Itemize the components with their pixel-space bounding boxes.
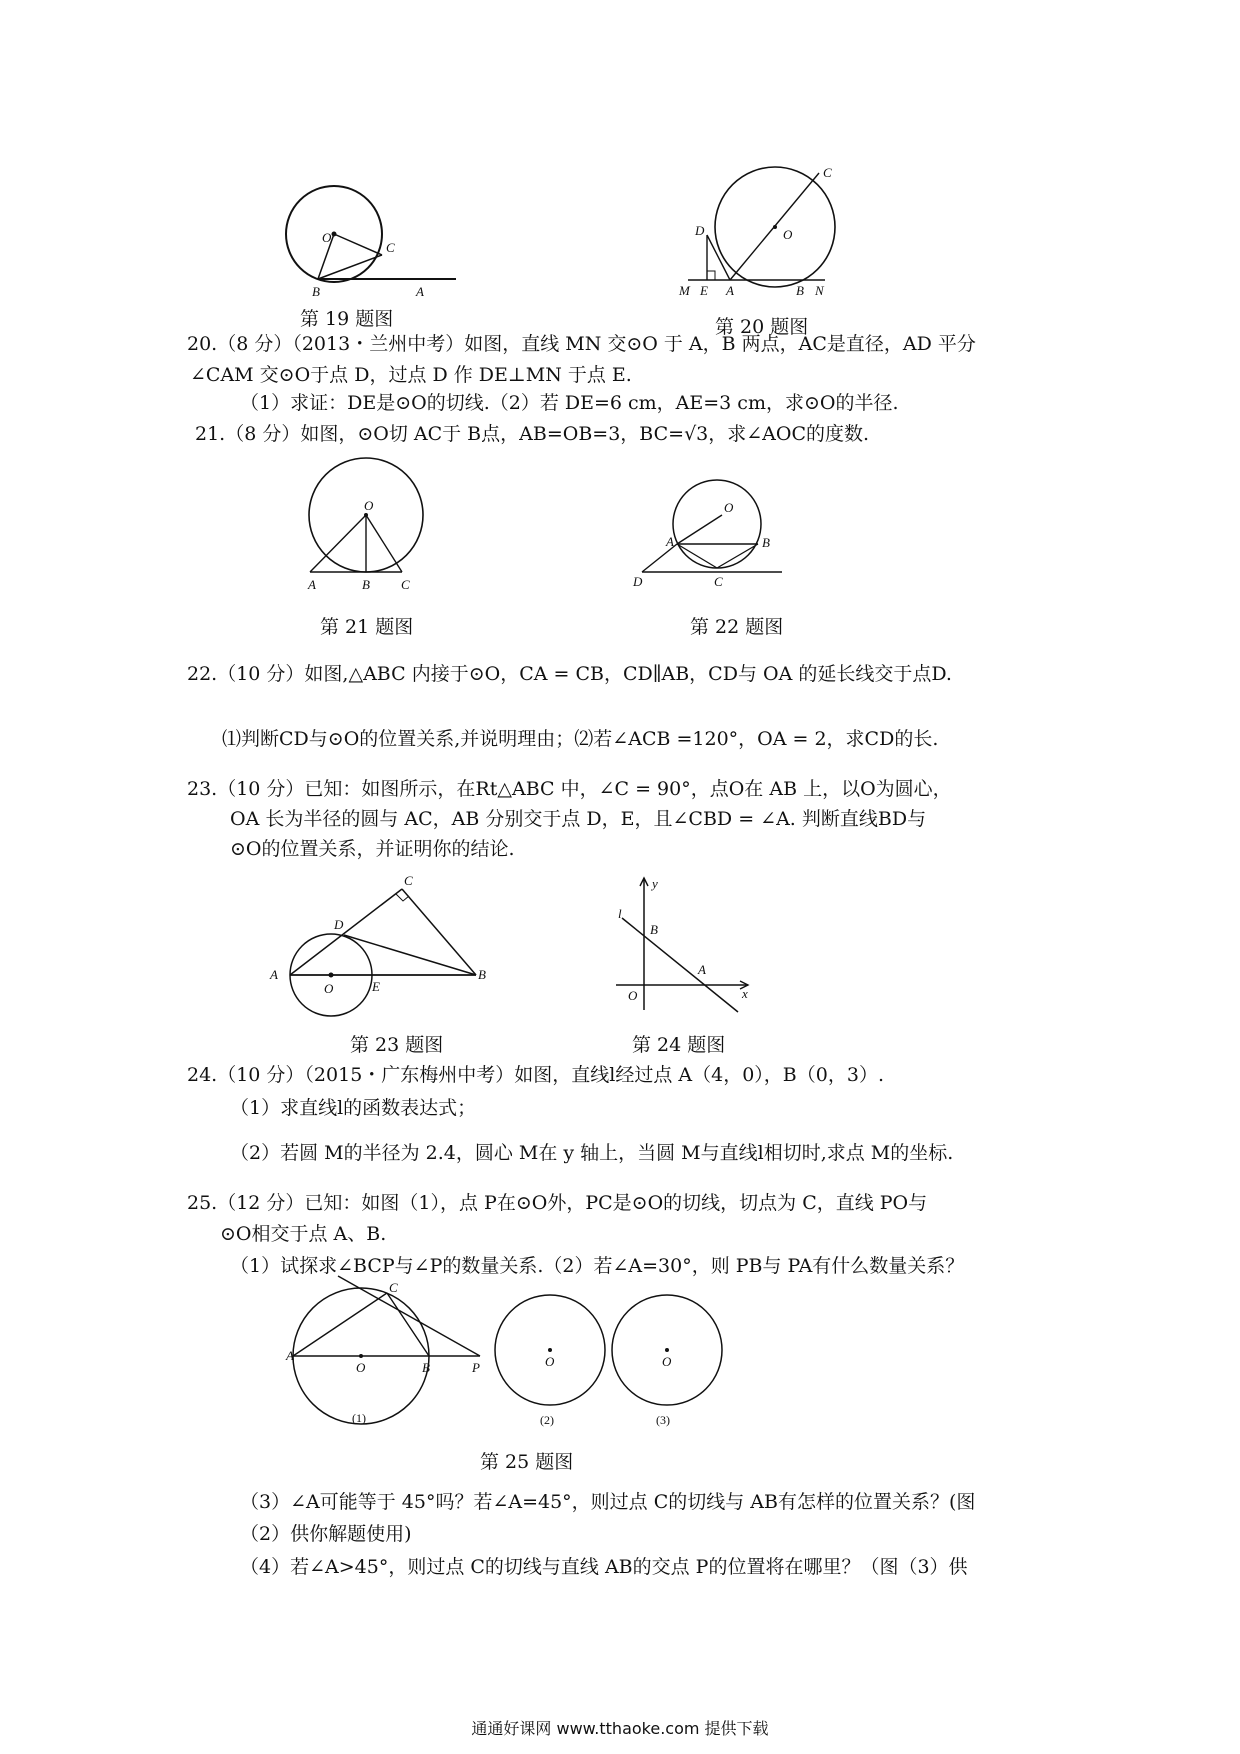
figure-24 xyxy=(608,872,758,1017)
fig19-label-a: A xyxy=(416,284,424,299)
fig25-label-a: A xyxy=(286,1348,294,1363)
caption-fig25: 第 25 题图 xyxy=(480,1451,574,1473)
q25-line4: （3）∠A可能等于 45°吗？若∠A=45°，则过点 C的切线与 AB有怎样的位置关系？(图 xyxy=(240,1491,976,1513)
q20-line2: ∠CAM 交⊙O于点 D，过点 D 作 DE⊥MN 于点 E. xyxy=(190,364,632,386)
fig21-label-c: C xyxy=(401,577,410,592)
fig19-label-c: C xyxy=(386,240,395,255)
fig24-label-l: l xyxy=(618,906,622,921)
fig24-label-a: A xyxy=(698,962,706,977)
caption-fig21: 第 21 题图 xyxy=(320,616,414,638)
figure-22 xyxy=(630,480,795,590)
fig23-label-d: D xyxy=(334,917,344,932)
q23-line3: ⊙O的位置关系，并证明你的结论. xyxy=(230,838,515,860)
fig20-label-c: C xyxy=(823,165,832,180)
fig21-label-a: A xyxy=(308,577,316,592)
fig23-label-e: E xyxy=(372,979,380,994)
caption-fig24: 第 24 题图 xyxy=(632,1034,726,1056)
fig25-label-b: B xyxy=(422,1360,430,1375)
fig22-label-d: D xyxy=(633,574,643,589)
fig25-sub-3: (3) xyxy=(656,1413,670,1427)
fig24-label-o: O xyxy=(628,988,638,1003)
fig22-label-a: A xyxy=(666,534,674,549)
fig24-label-y: y xyxy=(652,876,658,891)
figure-20 xyxy=(675,165,845,300)
fig23-label-a: A xyxy=(270,967,278,982)
caption-fig22: 第 22 题图 xyxy=(690,616,784,638)
fig20-label-a: A xyxy=(726,283,734,298)
fig20-label-n: N xyxy=(815,283,824,298)
figure-21 xyxy=(300,455,440,600)
fig25-label-c: C xyxy=(389,1280,398,1295)
fig20-label-b: B xyxy=(796,283,804,298)
q24-line2: （1）求直线l的函数表达式； xyxy=(230,1097,477,1119)
fig25-label-o1: O xyxy=(356,1360,366,1375)
fig22-label-c: C xyxy=(714,574,723,589)
fig22-label-o: O xyxy=(724,500,734,515)
fig24-label-b: B xyxy=(650,922,658,937)
q25-line1: 25.（12 分）已知：如图（1），点 P在⊙O外，PC是⊙O的切线，切点为 C，直线 PO与 xyxy=(187,1192,928,1214)
fig20-label-e: E xyxy=(700,283,708,298)
fig24-label-x: x xyxy=(742,986,748,1001)
caption-fig20: 第 20 题图 xyxy=(715,316,809,338)
fig25-label-p: P xyxy=(472,1360,480,1375)
fig23-label-b: B xyxy=(478,967,486,982)
figure-23 xyxy=(268,873,498,1023)
fig21-label-b: B xyxy=(362,577,370,592)
q20-line1: 20.（8 分）（2013・兰州中考）如图，直线 MN 交⊙O 于 A，B 两点，AC是直径，AD 平分 xyxy=(187,333,976,355)
q25-line3: （1）试探求∠BCP与∠P的数量关系.（2）若∠A=30°，则 PB与 PA有什么数量关系？ xyxy=(230,1255,965,1277)
fig23-label-o: O xyxy=(324,981,334,996)
q20-line3: （1）求证：DE是⊙O的切线.（2）若 DE=6 cm，AE=3 cm，求⊙O的半径. xyxy=(240,392,899,414)
fig21-label-o: O xyxy=(364,498,374,513)
q22-line2: ⑴判断CD与⊙O的位置关系,并说明理由；⑵若∠ACB =120°，OA = 2，求CD的长. xyxy=(222,728,939,750)
q25-line2: ⊙O相交于点 A、B. xyxy=(220,1223,387,1245)
fig19-label-b: B xyxy=(312,284,320,299)
q21-line1: 21.（8 分）如图，⊙O切 AC于 B点，AB=OB=3，BC=√3，求∠AOC的度数. xyxy=(195,423,870,445)
q24-line1: 24.（10 分）（2015・广东梅州中考）如图，直线l经过点 A（4，0），B（0，3）. xyxy=(187,1064,884,1086)
fig25-label-o2: O xyxy=(545,1354,555,1369)
q25-line6: （4）若∠A>45°，则过点 C的切线与直线 AB的交点 P的位置将在哪里？（图（3）供 xyxy=(240,1556,968,1578)
footer-credit: 通通好课网 www.tthaoke.com 提供下载 xyxy=(471,1719,769,1738)
fig19-label-o: O xyxy=(322,230,332,245)
fig20-label-m: M xyxy=(679,283,690,298)
q23-line1: 23.（10 分）已知：如图所示，在Rt△ABC 中，∠C = 90°，点O在 AB 上，以O为圆心， xyxy=(187,778,952,800)
fig23-label-c: C xyxy=(404,873,413,888)
q23-line2: OA 长为半径的圆与 AC，AB 分别交于点 D，E，且∠CBD = ∠A. 判断直线BD与 xyxy=(230,808,927,830)
fig20-label-d: D xyxy=(695,223,705,238)
q25-line5: （2）供你解题使用) xyxy=(240,1523,412,1545)
fig25-label-o3: O xyxy=(662,1354,672,1369)
fig22-label-b: B xyxy=(762,535,770,550)
figure-25 xyxy=(286,1280,740,1428)
caption-fig23: 第 23 题图 xyxy=(350,1034,444,1056)
fig20-label-o: O xyxy=(783,227,793,242)
fig25-sub-1: (1) xyxy=(352,1411,366,1425)
fig25-sub-2: (2) xyxy=(540,1413,554,1427)
caption-fig19: 第 19 题图 xyxy=(300,308,394,330)
figure-19 xyxy=(280,178,460,298)
q22-line1: 22.（10 分）如图,△ABC 内接于⊙O，CA = CB，CD∥AB，CD与 OA 的延长线交于点D. xyxy=(187,663,952,685)
q24-line3: （2）若圆 M的半径为 2.4，圆心 M在 y 轴上，当圆 M与直线l相切时,求点 M的坐标. xyxy=(230,1142,954,1164)
